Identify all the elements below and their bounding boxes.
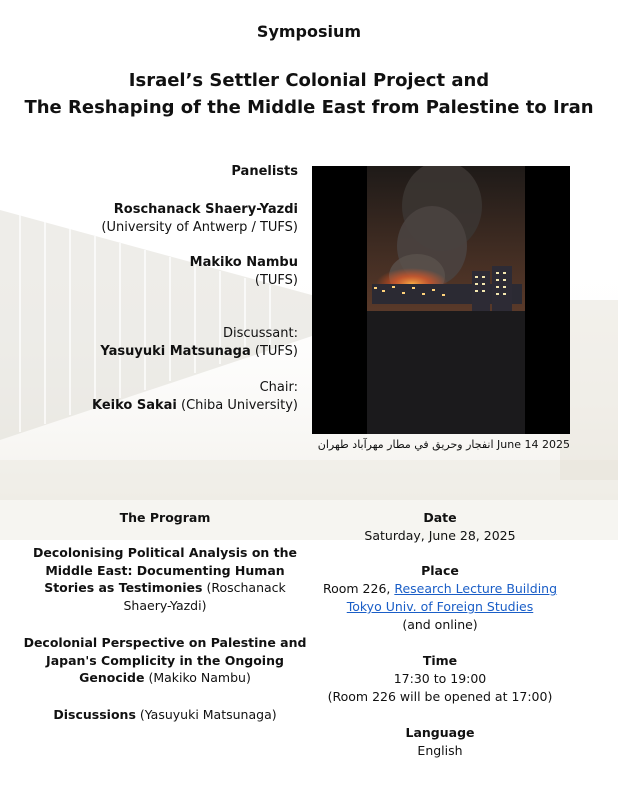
chair-name: Keiko Sakai [91,398,177,413]
symposium-label: Symposium [256,22,362,41]
chair-affiliation: (Chiba University) [176,398,298,413]
page-title-line2: The Reshaping of the Middle East from Palestine to Iran [24,97,594,118]
discussant-label: Discussant: [222,326,298,341]
panelists-heading: Panelists [231,164,298,179]
program-heading: The Program [119,510,211,525]
panelist-1-name: Roschanack Shaery-Yazdi [113,202,298,217]
place-line2 [312,598,568,616]
caption-date: June 14 2025 [497,438,570,451]
place-online: (and online) [402,617,478,632]
language-heading: Language [405,725,475,740]
discussant-affiliation: (TUFS) [250,344,298,359]
chair-label: Chair: [259,380,298,395]
chair-line [18,397,298,415]
caption-arabic: انفجار وحريق في مطار مهرآباد طهران [317,438,494,451]
building-link[interactable]: Research Lecture Building [394,581,558,596]
discussant-line [18,343,298,361]
place-heading: Place [421,563,459,578]
page-title-line1: Israel’s Settler Colonial Project and [128,70,490,91]
program-talk-1 [20,544,310,614]
place-line1 [312,580,568,598]
fire-photo [312,166,570,434]
photo-caption [300,438,570,451]
panelist-2-name: Makiko Nambu [189,255,298,270]
talk-2-title: Decolonial Perspective on Palestine and Japan's Complicity in the Ongoing Genocide [23,635,307,685]
panelist-1-affiliation: (University of Antwerp / TUFS) [101,220,298,235]
talk-2-speaker: (Makiko Nambu) [144,670,251,685]
discussions-speaker: (Yasuyuki Matsunaga) [135,707,277,722]
discussant-name: Yasuyuki Matsunaga [100,344,251,359]
time-heading: Time [422,653,458,668]
program-discussions [20,706,310,724]
date-heading: Date [423,510,457,525]
talk-1-speaker: (Roschanack Shaery-Yazdi) [123,580,286,613]
talk-1-title: Decolonising Political Analysis on the Middle East: Documenting Human Stories as Testimonies [32,545,298,595]
university-link[interactable]: Tokyo Univ. of Foreign Studies [346,599,534,614]
time-note: (Room 226 will be opened at 17:00) [327,689,553,704]
discussions-title: Discussions [53,707,136,722]
time-value: 17:30 to 19:00 [393,671,487,686]
program-talk-2 [20,634,310,687]
language-value: English [417,743,463,758]
date-value: Saturday, June 28, 2025 [364,528,516,543]
panelist-2-affiliation: (TUFS) [254,273,298,288]
place-room: Room 226, [322,581,395,596]
